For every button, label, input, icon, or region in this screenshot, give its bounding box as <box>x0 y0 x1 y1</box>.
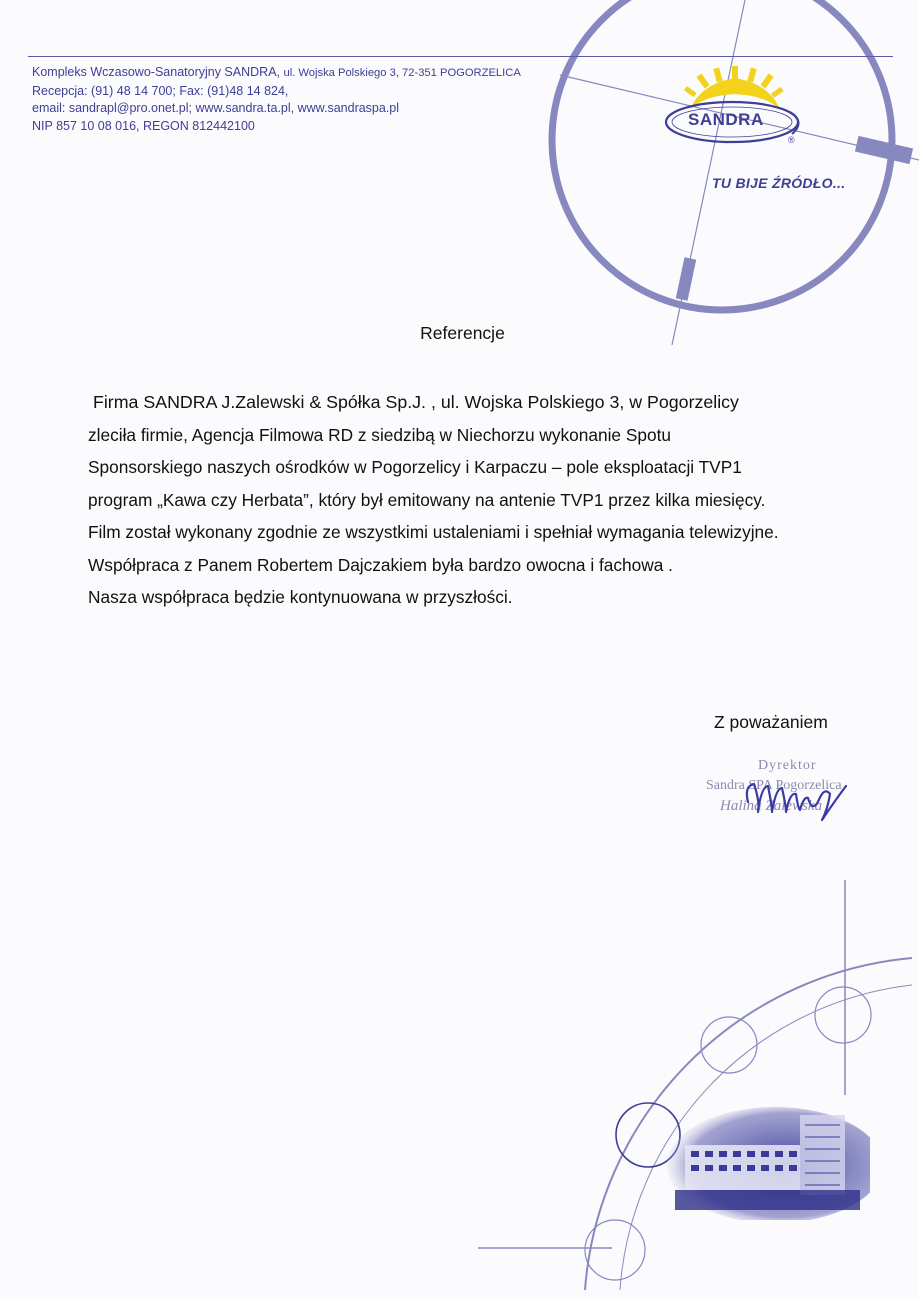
letterhead-line-contact: email: sandrapl@pro.onet.pl; www.sandra.ta.pl, www.sandraspa.pl <box>32 101 400 115</box>
letterhead <box>32 64 592 135</box>
logo-wordmark: SANDRA <box>688 110 764 129</box>
body-line: Sponsorskiego naszych ośrodków w Pogorzelicy i Karpaczu – pole eksploatacji TVP1 <box>88 457 742 477</box>
stamp-person: Halina Zalewska <box>720 798 823 814</box>
building-illustration <box>665 1105 870 1220</box>
letterhead-line-company <box>32 64 592 83</box>
body-line: Firma SANDRA J.Zalewski & Spółka Sp.J. , ul. Wojska Polskiego 3, w Pogorzelicy <box>93 392 739 412</box>
closing-salutation: Z poważaniem <box>714 712 828 732</box>
body-line: zleciła firmie, Agencja Filmowa RD z siedzibą w Niechorzu wykonanie Spotu <box>88 424 672 445</box>
body-line: program „Kawa czy Herbata”, który był emitowany na antenie TVP1 przez kilka miesięcy. <box>88 489 766 510</box>
letter-body <box>88 386 868 614</box>
logo-tagline: TU BIJE ŹRÓDŁO... <box>712 175 846 191</box>
company-name: Kompleks Wczasowo-Sanatoryjny SANDRA, <box>32 65 280 79</box>
handwritten-signature <box>742 772 862 822</box>
document-title: Referencje <box>420 323 505 343</box>
company-address: ul. Wojska Polskiego 3, 72-351 POGORZELICA <box>283 67 521 79</box>
registered-mark: ® <box>788 135 795 145</box>
stamp-organization: Sandra SPA Pogorzelica <box>706 778 842 793</box>
letterhead-line-tax: NIP 857 10 08 016, REGON 812442100 <box>32 118 255 133</box>
body-line: Współpraca z Panem Robertem Dajczakiem była bardzo owocna i fachowa . <box>88 554 673 575</box>
letterhead-line-phone: Recepcja: (91) 48 14 700; Fax: (91)48 14 824, <box>32 83 289 98</box>
stamp-title: Dyrektor <box>758 758 817 773</box>
body-line: Film został wykonany zgodnie ze wszystkimi ustaleniami i spełniał wymagania telewizyjne. <box>88 522 779 542</box>
body-line: Nasza współpraca będzie kontynuowana w przyszłości. <box>88 587 513 607</box>
header-rule <box>28 56 893 57</box>
